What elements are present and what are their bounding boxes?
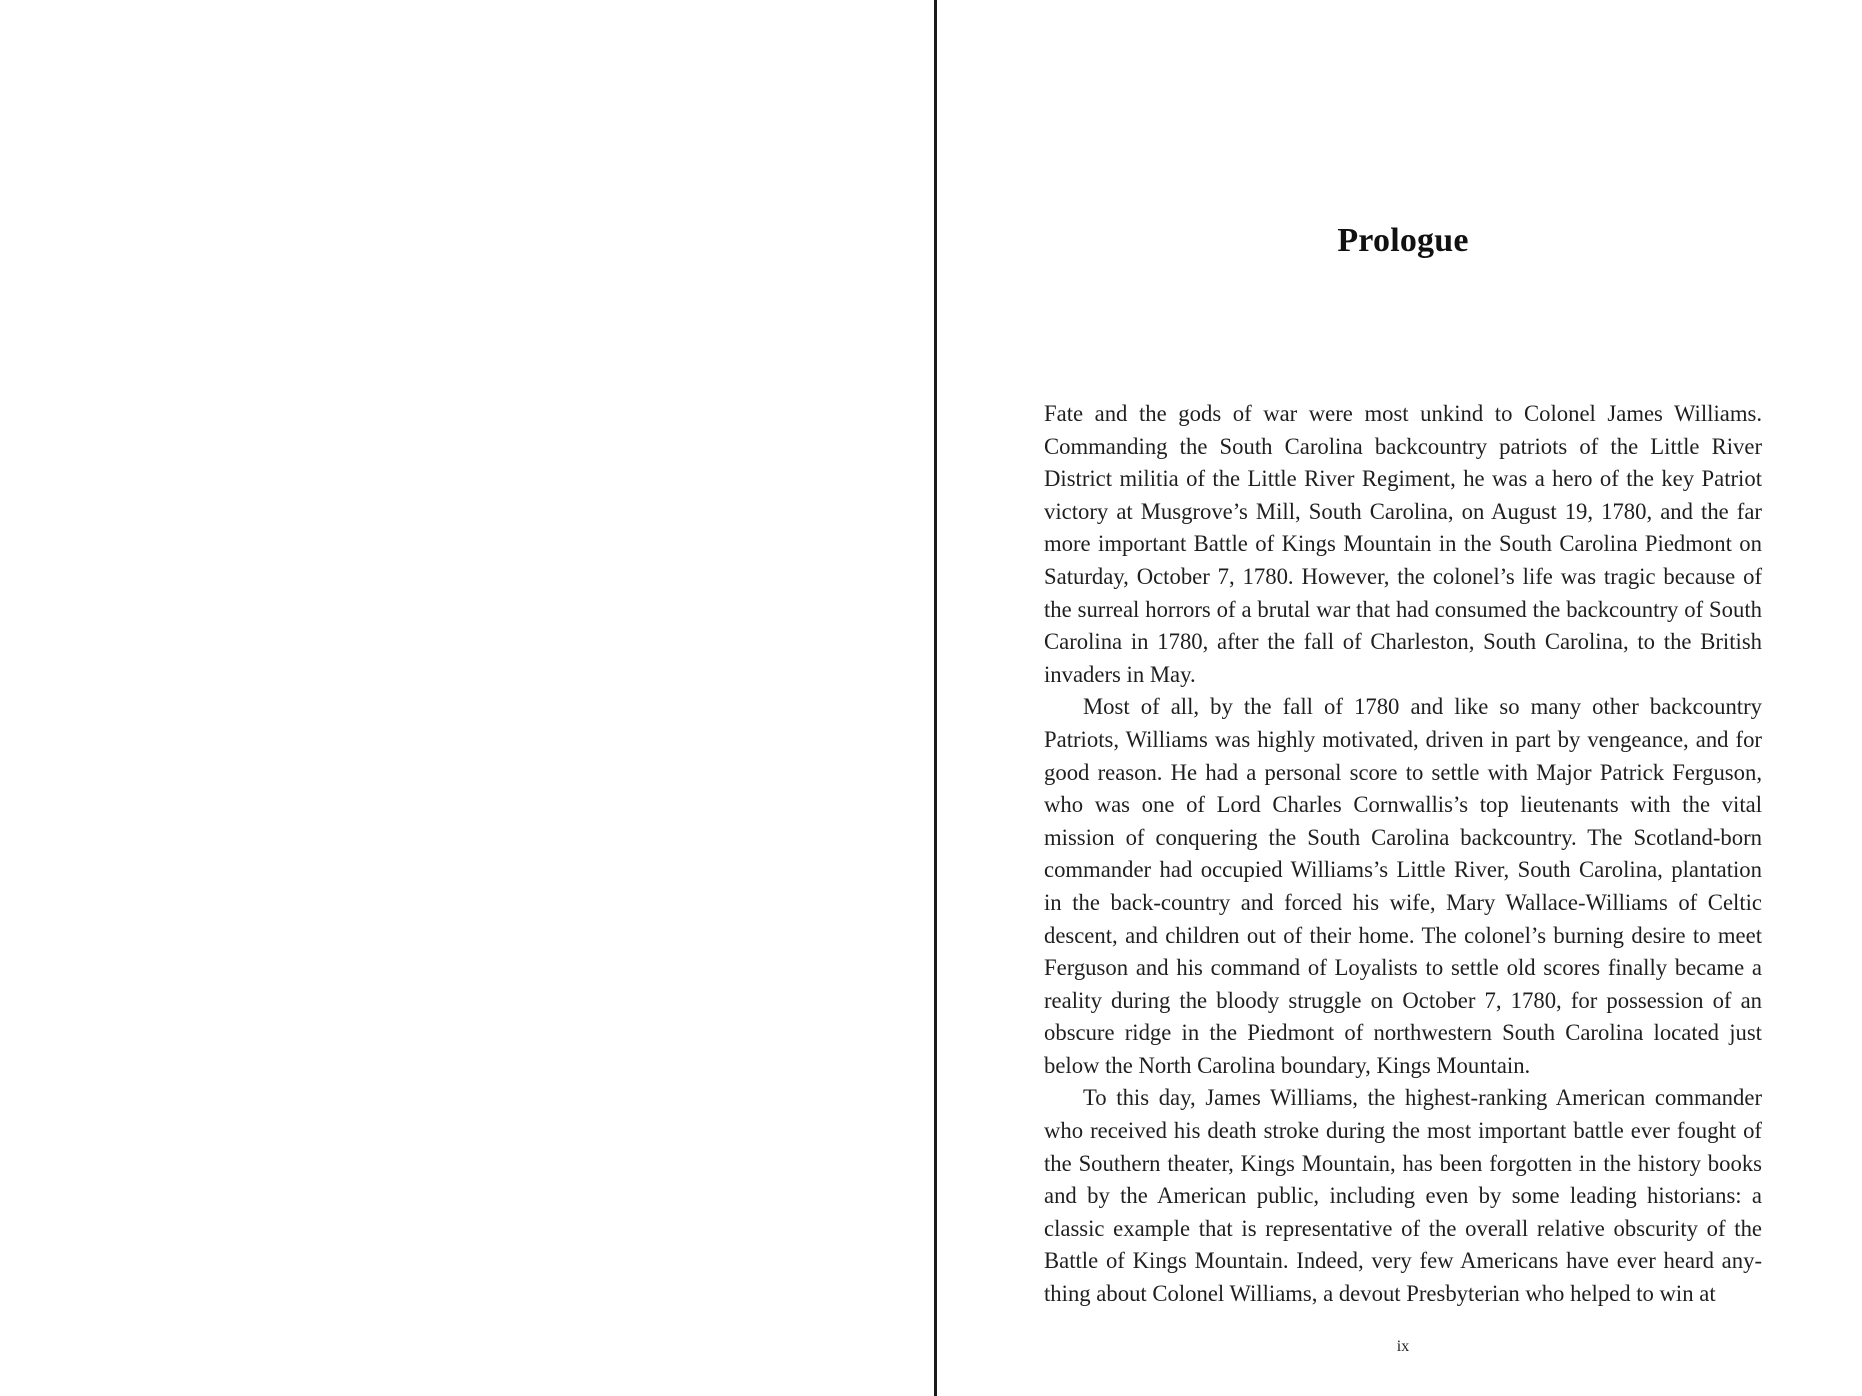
page-number: ix [1396,1338,1410,1355]
paragraph-2: Most of all, by the fall of 1780 and like so many other backcountry Patriots, Williams was highly motivated, driven in part by vengeance, and for good reason. He had a personal score to settle with Major Patrick Ferguson, who was one of Lord Charles Cornwallis’s top lieutenants with the vital mission of conquering the South Carolina backcountry. The Scotland-born commander had occupied Williams’s Little River, South Carolina, plantation in the back-country and forced his wife, Mary Wallace-Williams of Celtic descent, and children out of their home. The colonel’s burning desire to meet Ferguson and his command of Loyalists to settle old scores finally became a reality during the bloody struggle on October 7, 1780, for possession of an obscure ridge in the Piedmont of northwestern South Carolina located just below the North Carolina boundary, Kings Mountain. [1044,694,1762,1078]
paragraph-1: Fate and the gods of war were most unkind to Colonel James Williams. Commanding the South Carolina backcountry patriots of the Little River District militia of the Little River Regiment, he was a hero of the key Patriot victory at Musgrove’s Mill, South Carolina, on August 19, 1780, and the far more important Battle of Kings Mountain in the South Carolina Piedmont on Saturday, October 7, 1780. However, the colonel’s life was tragic because of the surreal horrors of a brutal war that had consumed the backcountry of South Carolina in 1780, after the fall of Charleston, South Carolina, to the British invaders in May. [1044,401,1762,687]
paragraph-3: To this day, James Williams, the highest-ranking American commander who received his death stroke during the most important battle ever fought of the Southern theater, Kings Mountain, has been forgotten in the history books and by the American public, including even by some leading historians: a classic example that is representative of the overall relative obscurity of the Battle of Kings Mountain. Indeed, very few Americans have ever heard any-thing about Colonel Williams, a devout Presbyterian who helped to win at [1044,1085,1762,1307]
chapter-title: Prologue [1337,222,1469,259]
prologue-body [1044,398,1762,1311]
